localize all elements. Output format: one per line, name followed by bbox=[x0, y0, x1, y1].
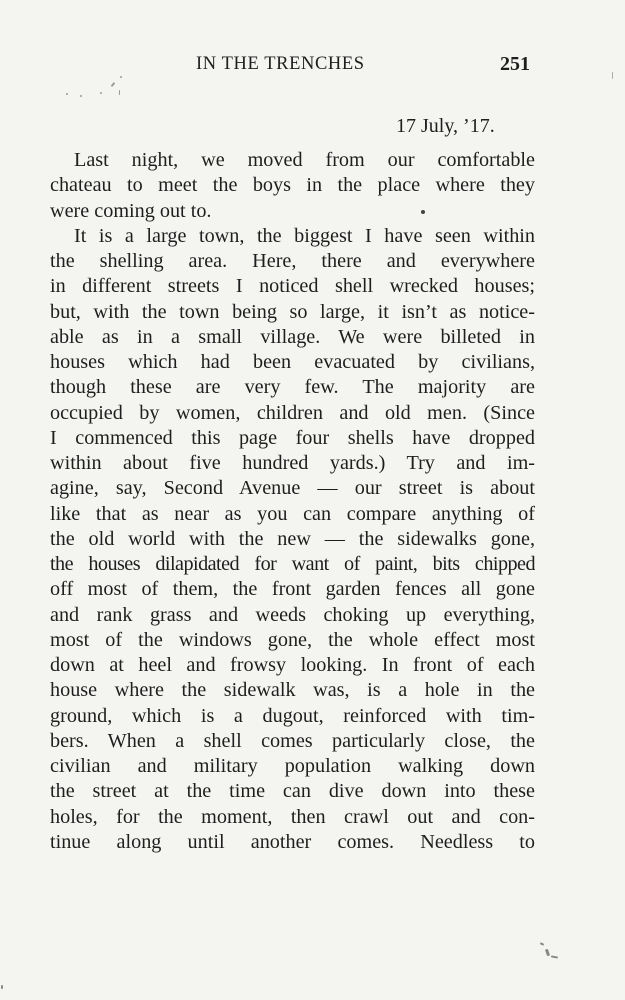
text-line: Last night, we moved from our comfortable bbox=[74, 149, 535, 171]
text-line: bers. When a shell comes particularly close, the bbox=[50, 729, 535, 752]
text-line: were coming out to. bbox=[50, 199, 212, 222]
text-line: the houses dilapidated for want of paint, bits chipped bbox=[50, 553, 535, 575]
text-line: occupied by women, children and old men. (Since bbox=[50, 401, 535, 424]
text-line: I commenced this page four shells have dropped bbox=[50, 426, 535, 449]
running-head bbox=[0, 54, 625, 78]
text-line: holes, for the moment, then crawl out and con- bbox=[50, 805, 535, 828]
text-line: chateau to meet the boys in the place where they bbox=[50, 174, 535, 197]
text-line: like that as near as you can compare anything of bbox=[50, 502, 535, 525]
text-line: the old world with the new — the sidewalks gone, bbox=[50, 527, 535, 550]
text-line: and rank grass and weeds choking up everything, bbox=[50, 603, 535, 626]
text-line: agine, say, Second Avenue — our street is about bbox=[50, 477, 535, 500]
text-line: the shelling area. Here, there and everywhere bbox=[50, 250, 535, 272]
text-line: but, with the town being so large, it isn’t as notice- bbox=[50, 300, 535, 323]
running-title: IN THE TRENCHES bbox=[196, 54, 365, 74]
text-line: civilian and military population walking down bbox=[50, 755, 535, 777]
text-line: the street at the time can dive down into these bbox=[50, 780, 535, 803]
page-number: 251 bbox=[500, 53, 530, 75]
text-line: within about five hundred yards.) Try and im- bbox=[50, 452, 535, 474]
text-line: tinue along until another comes. Needless to bbox=[50, 830, 535, 853]
text-line: It is a large town, the biggest I have seen within bbox=[74, 224, 535, 247]
text-line: most of the windows gone, the whole effect most bbox=[50, 628, 535, 651]
text-line: houses which had been evacuated by civilians, bbox=[50, 351, 535, 373]
text-line: down at heel and frowsy looking. In front of each bbox=[50, 654, 535, 676]
dateline: 17 July, ’17. bbox=[396, 115, 495, 137]
text-line: house where the sidewalk was, is a hole in the bbox=[50, 679, 535, 702]
text-line: ground, which is a dugout, reinforced with tim- bbox=[50, 704, 535, 727]
text-line: able as in a small village. We were billeted in bbox=[50, 325, 535, 348]
text-line: off most of them, the front garden fences all gone bbox=[50, 578, 535, 601]
text-line: in different streets I noticed shell wrecked houses; bbox=[50, 275, 535, 298]
body-text bbox=[50, 148, 535, 855]
text-line: though these are very few. The majority are bbox=[50, 376, 535, 399]
